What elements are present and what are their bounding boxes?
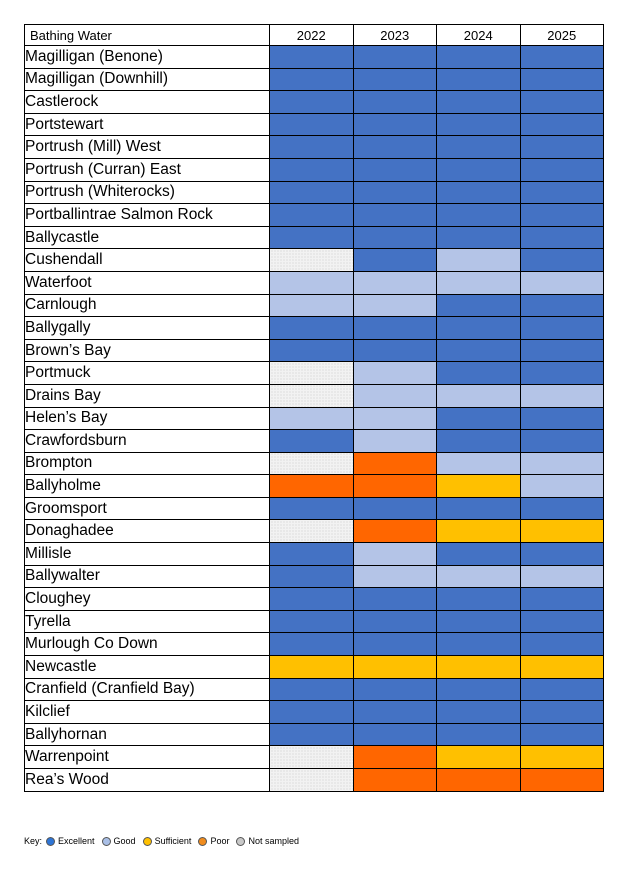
rating-cell-excellent <box>437 294 521 317</box>
header-bathing-water: Bathing Water <box>25 25 270 46</box>
rating-cell-excellent <box>353 339 437 362</box>
rating-cell-excellent <box>520 46 604 69</box>
rating-cell-excellent <box>520 181 604 204</box>
rating-cell-excellent <box>520 610 604 633</box>
rating-cell-excellent <box>270 226 354 249</box>
rating-cell-excellent <box>353 497 437 520</box>
rating-cell-excellent <box>353 226 437 249</box>
bathing-water-name: Ballywalter <box>25 565 270 588</box>
table-row <box>25 588 604 611</box>
rating-cell-excellent <box>353 249 437 272</box>
rating-cell-excellent <box>520 701 604 724</box>
table-row <box>25 678 604 701</box>
table-row <box>25 746 604 769</box>
table-row <box>25 610 604 633</box>
rating-cell-excellent <box>520 362 604 385</box>
rating-cell-sufficient <box>353 656 437 679</box>
bathing-water-name: Kilclief <box>25 701 270 724</box>
rating-cell-excellent <box>437 68 521 91</box>
rating-cell-excellent <box>270 136 354 159</box>
legend-item <box>143 836 192 846</box>
rating-cell-excellent <box>520 588 604 611</box>
rating-cell-excellent <box>270 91 354 114</box>
rating-cell-excellent <box>270 158 354 181</box>
rating-cell-excellent <box>437 543 521 566</box>
rating-cell-notsampled <box>270 362 354 385</box>
rating-cell-good <box>437 249 521 272</box>
bathing-water-name: Portballintrae Salmon Rock <box>25 204 270 227</box>
rating-cell-poor <box>353 452 437 475</box>
rating-cell-excellent <box>270 543 354 566</box>
bathing-water-name: Ballygally <box>25 317 270 340</box>
legend-item <box>236 836 299 846</box>
rating-cell-excellent <box>520 226 604 249</box>
header-year-2023: 2023 <box>353 25 437 46</box>
bathing-water-name: Portmuck <box>25 362 270 385</box>
rating-cell-sufficient <box>437 520 521 543</box>
bathing-water-name: Cranfield (Cranfield Bay) <box>25 678 270 701</box>
rating-cell-excellent <box>520 497 604 520</box>
rating-cell-good <box>437 565 521 588</box>
rating-cell-good <box>353 271 437 294</box>
rating-cell-excellent <box>520 543 604 566</box>
rating-cell-excellent <box>520 430 604 453</box>
header-year-2022: 2022 <box>270 25 354 46</box>
rating-cell-excellent <box>270 181 354 204</box>
table-row <box>25 181 604 204</box>
rating-cell-sufficient <box>437 746 521 769</box>
rating-cell-excellent <box>270 497 354 520</box>
rating-cell-excellent <box>437 181 521 204</box>
rating-cell-excellent <box>353 46 437 69</box>
table-row <box>25 294 604 317</box>
legend-dot-icon <box>198 837 207 846</box>
table-row <box>25 407 604 430</box>
rating-cell-excellent <box>437 633 521 656</box>
legend-item-label: Not sampled <box>248 836 299 846</box>
rating-cell-excellent <box>520 633 604 656</box>
rating-cell-excellent <box>520 339 604 362</box>
bathing-water-name: Millisle <box>25 543 270 566</box>
rating-cell-good <box>270 271 354 294</box>
rating-cell-excellent <box>353 723 437 746</box>
table-row <box>25 475 604 498</box>
table-row <box>25 565 604 588</box>
rating-cell-excellent <box>437 362 521 385</box>
rating-cell-good <box>520 565 604 588</box>
bathing-water-name: Crawfordsburn <box>25 430 270 453</box>
rating-cell-excellent <box>520 204 604 227</box>
rating-cell-excellent <box>270 204 354 227</box>
rating-cell-poor <box>353 520 437 543</box>
bathing-water-name: Ballyholme <box>25 475 270 498</box>
rating-cell-excellent <box>353 181 437 204</box>
bathing-water-name: Cushendall <box>25 249 270 272</box>
bathing-water-name: Portrush (Whiterocks) <box>25 181 270 204</box>
rating-cell-poor <box>270 475 354 498</box>
legend-dot-icon <box>102 837 111 846</box>
rating-cell-good <box>353 407 437 430</box>
rating-cell-good <box>353 543 437 566</box>
rating-cell-sufficient <box>520 520 604 543</box>
bathing-water-name: Brown’s Bay <box>25 339 270 362</box>
header-year-2025: 2025 <box>520 25 604 46</box>
bathing-water-table <box>24 24 604 792</box>
rating-cell-good <box>353 430 437 453</box>
rating-cell-excellent <box>520 678 604 701</box>
rating-cell-excellent <box>270 317 354 340</box>
legend <box>24 836 302 846</box>
bathing-water-name: Magilligan (Benone) <box>25 46 270 69</box>
rating-cell-notsampled <box>270 249 354 272</box>
rating-cell-excellent <box>520 136 604 159</box>
bathing-water-name: Murlough Co Down <box>25 633 270 656</box>
legend-item-label: Excellent <box>58 836 95 846</box>
table-row <box>25 204 604 227</box>
legend-item-label: Sufficient <box>154 836 192 846</box>
table-row <box>25 46 604 69</box>
rating-cell-excellent <box>353 113 437 136</box>
rating-cell-excellent <box>437 497 521 520</box>
rating-cell-notsampled <box>270 384 354 407</box>
rating-cell-good <box>520 384 604 407</box>
rating-cell-good <box>353 294 437 317</box>
rating-cell-excellent <box>270 723 354 746</box>
rating-cell-excellent <box>437 226 521 249</box>
table-row <box>25 452 604 475</box>
legend-dot-icon <box>236 837 245 846</box>
rating-cell-excellent <box>353 204 437 227</box>
rating-cell-excellent <box>437 610 521 633</box>
rating-cell-excellent <box>270 113 354 136</box>
table-row <box>25 113 604 136</box>
legend-item <box>198 836 229 846</box>
rating-cell-excellent <box>520 91 604 114</box>
rating-cell-excellent <box>353 610 437 633</box>
table-row <box>25 271 604 294</box>
rating-cell-excellent <box>270 430 354 453</box>
rating-cell-good <box>353 362 437 385</box>
table-row <box>25 317 604 340</box>
rating-cell-excellent <box>270 701 354 724</box>
bathing-water-name: Magilligan (Downhill) <box>25 68 270 91</box>
rating-cell-excellent <box>437 588 521 611</box>
rating-cell-excellent <box>270 610 354 633</box>
legend-item <box>102 836 136 846</box>
legend-item-label: Good <box>113 836 136 846</box>
rating-cell-sufficient <box>520 746 604 769</box>
table-row <box>25 769 604 792</box>
bathing-water-name: Drains Bay <box>25 384 270 407</box>
bathing-water-name: Waterfoot <box>25 271 270 294</box>
bathing-water-name: Cloughey <box>25 588 270 611</box>
rating-cell-good <box>437 271 521 294</box>
bathing-water-name: Tyrella <box>25 610 270 633</box>
rating-cell-sufficient <box>520 656 604 679</box>
rating-cell-excellent <box>353 91 437 114</box>
table-row <box>25 249 604 272</box>
rating-cell-excellent <box>437 204 521 227</box>
rating-cell-sufficient <box>437 475 521 498</box>
rating-cell-notsampled <box>270 452 354 475</box>
header-year-2024: 2024 <box>437 25 521 46</box>
rating-cell-excellent <box>270 68 354 91</box>
rating-cell-excellent <box>353 158 437 181</box>
rating-cell-excellent <box>520 294 604 317</box>
rating-cell-notsampled <box>270 769 354 792</box>
bathing-water-name: Portrush (Curran) East <box>25 158 270 181</box>
legend-dot-icon <box>143 837 152 846</box>
table-row <box>25 91 604 114</box>
table-row <box>25 520 604 543</box>
rating-cell-excellent <box>520 249 604 272</box>
rating-cell-excellent <box>437 158 521 181</box>
rating-cell-good <box>437 384 521 407</box>
rating-cell-poor <box>353 746 437 769</box>
rating-cell-excellent <box>353 317 437 340</box>
rating-cell-good <box>270 294 354 317</box>
rating-cell-excellent <box>437 678 521 701</box>
table-row <box>25 362 604 385</box>
bathing-water-name: Helen’s Bay <box>25 407 270 430</box>
rating-cell-excellent <box>520 723 604 746</box>
rating-cell-excellent <box>437 317 521 340</box>
legend-item <box>46 836 95 846</box>
bathing-water-name: Ballyhornan <box>25 723 270 746</box>
table-row <box>25 158 604 181</box>
bathing-water-name: Warrenpoint <box>25 746 270 769</box>
rating-cell-excellent <box>353 136 437 159</box>
rating-cell-good <box>437 452 521 475</box>
rating-cell-excellent <box>353 701 437 724</box>
rating-cell-excellent <box>520 158 604 181</box>
table-row <box>25 701 604 724</box>
table-row <box>25 633 604 656</box>
legend-dot-icon <box>46 837 55 846</box>
table-row <box>25 136 604 159</box>
bathing-water-name: Groomsport <box>25 497 270 520</box>
table-row <box>25 339 604 362</box>
rating-cell-excellent <box>520 407 604 430</box>
rating-cell-excellent <box>353 633 437 656</box>
header-row <box>25 25 604 46</box>
bathing-water-name: Castlerock <box>25 91 270 114</box>
rating-cell-excellent <box>270 339 354 362</box>
table-row <box>25 384 604 407</box>
rating-cell-excellent <box>437 339 521 362</box>
bathing-water-name: Brompton <box>25 452 270 475</box>
bathing-water-name: Newcastle <box>25 656 270 679</box>
rating-cell-excellent <box>437 701 521 724</box>
table-row <box>25 226 604 249</box>
rating-cell-poor <box>437 769 521 792</box>
table-row <box>25 497 604 520</box>
rating-cell-excellent <box>437 407 521 430</box>
rating-cell-excellent <box>437 113 521 136</box>
rating-cell-poor <box>353 475 437 498</box>
rating-cell-good <box>520 475 604 498</box>
rating-cell-excellent <box>437 723 521 746</box>
bathing-water-name: Rea’s Wood <box>25 769 270 792</box>
table-row <box>25 543 604 566</box>
rating-cell-excellent <box>437 136 521 159</box>
bathing-water-name: Donaghadee <box>25 520 270 543</box>
bathing-water-name: Portstewart <box>25 113 270 136</box>
rating-cell-good <box>520 452 604 475</box>
rating-cell-notsampled <box>270 520 354 543</box>
rating-cell-poor <box>353 769 437 792</box>
bathing-water-name: Portrush (Mill) West <box>25 136 270 159</box>
rating-cell-excellent <box>437 46 521 69</box>
rating-cell-excellent <box>270 633 354 656</box>
rating-cell-good <box>353 565 437 588</box>
rating-cell-excellent <box>270 46 354 69</box>
table-row <box>25 723 604 746</box>
rating-cell-excellent <box>437 430 521 453</box>
rating-cell-good <box>270 407 354 430</box>
table-row <box>25 430 604 453</box>
rating-cell-excellent <box>353 588 437 611</box>
rating-cell-poor <box>520 769 604 792</box>
table-row <box>25 68 604 91</box>
rating-cell-excellent <box>270 678 354 701</box>
rating-cell-sufficient <box>270 656 354 679</box>
rating-cell-good <box>520 271 604 294</box>
rating-cell-excellent <box>520 113 604 136</box>
rating-cell-excellent <box>520 317 604 340</box>
bathing-water-name: Carnlough <box>25 294 270 317</box>
rating-cell-excellent <box>353 68 437 91</box>
rating-cell-good <box>353 384 437 407</box>
rating-cell-excellent <box>353 678 437 701</box>
rating-cell-excellent <box>270 588 354 611</box>
legend-item-label: Poor <box>210 836 230 846</box>
rating-cell-excellent <box>270 565 354 588</box>
rating-cell-excellent <box>437 91 521 114</box>
table-row <box>25 656 604 679</box>
bathing-water-name: Ballycastle <box>25 226 270 249</box>
rating-cell-notsampled <box>270 746 354 769</box>
rating-cell-sufficient <box>437 656 521 679</box>
legend-label: Key: <box>24 836 43 846</box>
rating-cell-excellent <box>520 68 604 91</box>
